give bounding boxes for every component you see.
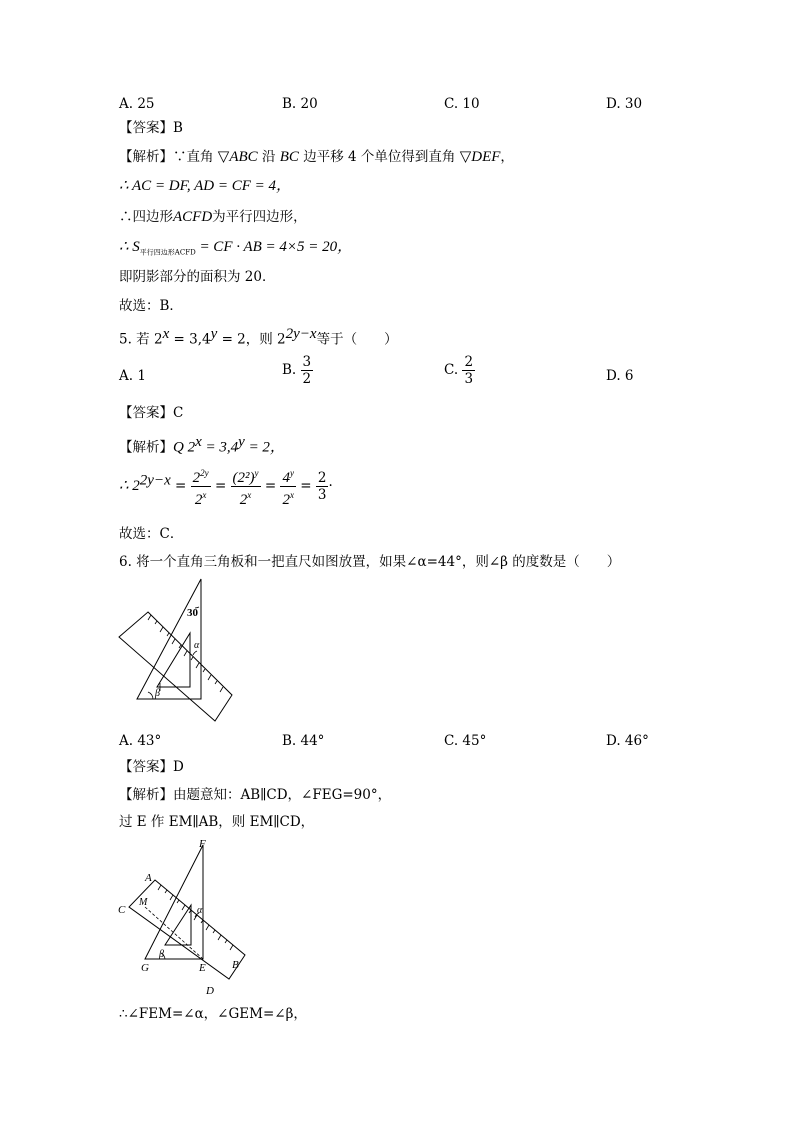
figure-label-beta: β <box>155 688 160 699</box>
q4-explanation-line-1: 【解析】∵直角 ▽ABC 沿 BC 边平移 4 个单位得到直角 ▽DEF， <box>119 149 514 165</box>
q6-explanation-line-3: ∴∠FEM=∠α，∠GEM=∠β， <box>119 1006 307 1022</box>
point-label-B: B <box>232 959 239 971</box>
point-label-C: C <box>118 904 126 916</box>
point-label-F: F <box>199 838 206 850</box>
q6-option-d: D. 46° <box>606 733 649 749</box>
angle-label-alpha: α <box>197 905 203 916</box>
q5-answer: 【答案】C <box>119 405 184 421</box>
q4-explanation-line-5: 即阴影部分的面积为 20． <box>119 269 276 285</box>
q4-option-b: B. 20 <box>282 96 318 112</box>
q5-explanation-line-1: 【解析】Q $2^x = 3,4^y = 2$， <box>119 434 285 456</box>
q6-option-c: C. 45° <box>444 733 487 749</box>
q4-option-d: D. 30 <box>606 96 643 112</box>
q5-option-c: C. $\frac{2}{3}$ <box>444 354 474 387</box>
point-label-A: A <box>145 872 152 884</box>
q6-explanation-line-2: 过 E 作 EM∥AB，则 EM∥CD， <box>119 814 315 830</box>
point-label-G: G <box>141 962 149 974</box>
point-label-D: D <box>206 985 214 997</box>
fraction: $\frac{2^{2y}}{2^x}$ <box>191 465 211 508</box>
labeled-ruler-triangle-figure <box>115 835 265 1000</box>
figure-label-30: 30 <box>187 607 198 619</box>
q4-explanation-line-2: ∴ AC = DF, AD = CF = 4， <box>119 178 292 194</box>
figure-label-alpha: α <box>194 640 200 651</box>
q5-stem: 5. 若 $2^x = 3,4^y = 2$，则 $2^{2y-x}$等于（ ） <box>119 326 398 348</box>
q6-option-b: B. 44° <box>282 733 325 749</box>
fraction: $\frac{2}{3}$ <box>464 354 474 387</box>
q4-explanation-line-4: ∴ $S_{平行四边形ACFD}$ = CF · AB = 4×5 = 20， <box>119 239 353 257</box>
q4-explanation-line-3: ∴四边形ACFD为平行四边形， <box>119 209 307 225</box>
q5-choice: 故选：C． <box>119 526 184 542</box>
fraction: $\frac{3}{2}$ <box>302 354 312 387</box>
q6-stem: 6. 将一个直角三角板和一把直尺如图放置，如果∠α=44°，则∠β 的度数是（ ） <box>119 554 621 570</box>
q5-option-d: D. 6 <box>606 368 634 384</box>
q4-option-c: C. 10 <box>444 96 480 112</box>
point-label-M: M <box>139 897 148 908</box>
q5-option-a: A. 1 <box>119 368 146 384</box>
q4-answer: 【答案】B <box>119 120 183 136</box>
q6-answer: 【答案】D <box>119 759 184 775</box>
fraction: $\frac{(2^2)^y}{2^x}$ <box>231 465 261 508</box>
point-label-E: E <box>199 962 206 974</box>
angle-label-beta: β <box>159 949 164 960</box>
fraction: $\frac{2}{3}$ <box>317 470 327 503</box>
ruler-triangle-figure <box>115 575 240 725</box>
q5-calculation: ∴ $2^{2y-x}$ = $\frac{2^{2y}}{2^x}$ = $\frac{(2^2)^y}{2^x}$ = $\frac{4^y}{2^x}$ = $\frac{2}{3}$ · <box>119 465 333 508</box>
q4-option-a: A. 25 <box>119 96 155 112</box>
explanation-label: 【解析】 <box>119 149 173 165</box>
q5-option-b: B. $\frac{3}{2}$ <box>282 354 312 387</box>
q6-option-a: A. 43° <box>119 733 162 749</box>
q4-choice: 故选：B． <box>119 298 183 314</box>
fraction: $\frac{4^y}{2^x}$ <box>280 465 296 508</box>
q6-explanation-line-1: 【解析】由题意知：AB∥CD，∠FEG=90°， <box>119 787 392 803</box>
